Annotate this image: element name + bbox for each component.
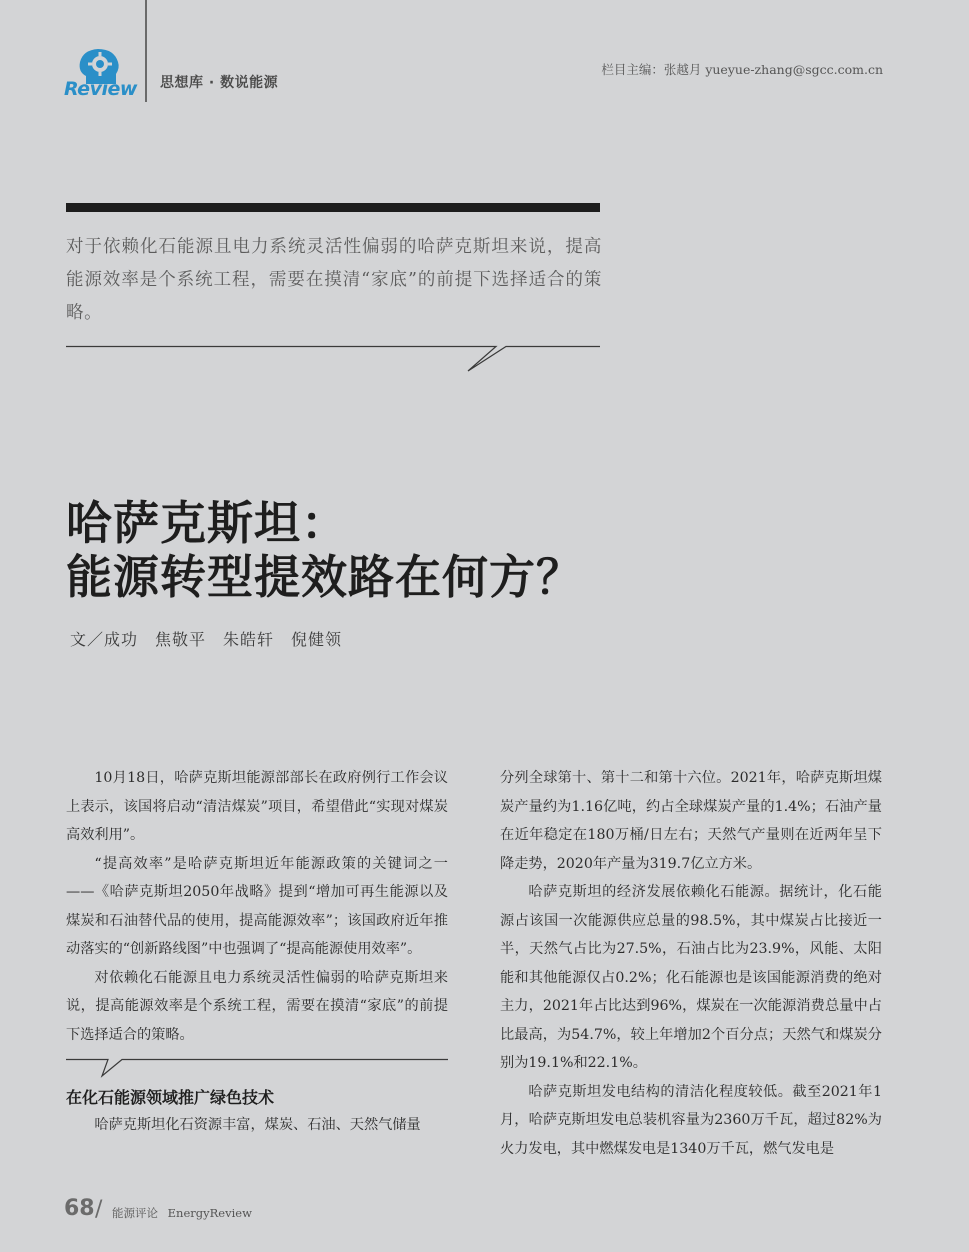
logo-wordmark: Review: [64, 78, 137, 100]
speech-callout-divider: [66, 344, 602, 374]
title-line-1: 哈萨克斯坦：: [66, 496, 348, 550]
body-column-right: [500, 764, 882, 1163]
section-title: 思想库 · 数说能源: [160, 75, 279, 91]
page-number: 68: [64, 1196, 95, 1221]
footer-publication: [112, 1205, 252, 1221]
review-logo: [64, 46, 136, 102]
column-editor: 栏目主编：张越月 yueyue-zhang@sgcc.com.cn: [601, 62, 883, 77]
body-paragraph: 哈萨克斯坦的经济发展依赖化石能源。据统计，化石能源占该国一次能源供应总量的98.5%，其中煤炭占比接近一半，天然气占比为27.5%，石油占比为23.9%，风能、太阳能和其他能源仅占0.2%；化石能源也是该国能源消费的绝对主力，2021年占比达到96%，煤炭在一次能源消费总量中占比最高，为54.7%，较上年增加2个百分点；天然气和煤炭分别为19.1%和22.1%。: [500, 884, 882, 1071]
article-title: [66, 496, 583, 604]
header-divider: [145, 0, 147, 102]
publication-name: 能源评论: [112, 1206, 158, 1220]
footer-separator: /: [95, 1197, 103, 1222]
body-paragraph: “提高效率”是哈萨克斯坦近年能源政策的关键词之一——《哈萨克斯坦2050年战略》提到“增加可再生能源以及煤炭和石油替代品的使用，提高能源效率”；该国政府近年推动落实的“创新路线图”中也强调了“提高能源使用效率”。: [66, 855, 448, 957]
speech-callout-divider: [66, 1057, 448, 1079]
title-line-2: 能源转型提效路在何方？: [66, 550, 583, 604]
body-paragraph: 哈萨克斯坦化石资源丰富，煤炭、石油、天然气储量: [94, 1117, 421, 1133]
body-paragraph: 对依赖化石能源且电力系统灵活性偏弱的哈萨克斯坦来说，提高能源效率是个系统工程，需要在摸清“家底”的前提下选择适合的策略。: [66, 969, 448, 1043]
body-paragraph-continued: 分列全球第十、第十二和第十六位。2021年，哈萨克斯坦煤炭产量约为1.16亿吨，约占全球煤炭产量的1.4%；石油产量在近年稳定在180万桶/日左右；天然气产量则在近两年呈下降走势，2020年产量为319.7亿立方米。: [500, 770, 882, 872]
body-column-left: [66, 764, 448, 1140]
lead-top-bar: [66, 203, 600, 212]
section-subheading: 在化石能源领域推广绿色技术: [66, 1088, 275, 1107]
byline: 文／成功 焦敬平 朱皓轩 倪健领: [70, 630, 343, 649]
body-paragraph: 哈萨克斯坦发电结构的清洁化程度较低。截至2021年1月，哈萨克斯坦发电总装机容量为2360万千瓦，超过82%为火力发电，其中燃煤发电是1340万千瓦，燃气发电是: [500, 1083, 882, 1157]
lead-paragraph: 对于依赖化石能源且电力系统灵活性偏弱的哈萨克斯坦来说，提高能源效率是个系统工程，需要在摸清“家底”的前提下选择适合的策略。: [66, 237, 602, 323]
body-paragraph: 10月18日，哈萨克斯坦能源部部长在政府例行工作会议上表示，该国将启动“清洁煤炭”项目，希望借此“实现对煤炭高效利用”。: [66, 770, 448, 843]
publication-name-en: EnergyReview: [167, 1206, 252, 1220]
